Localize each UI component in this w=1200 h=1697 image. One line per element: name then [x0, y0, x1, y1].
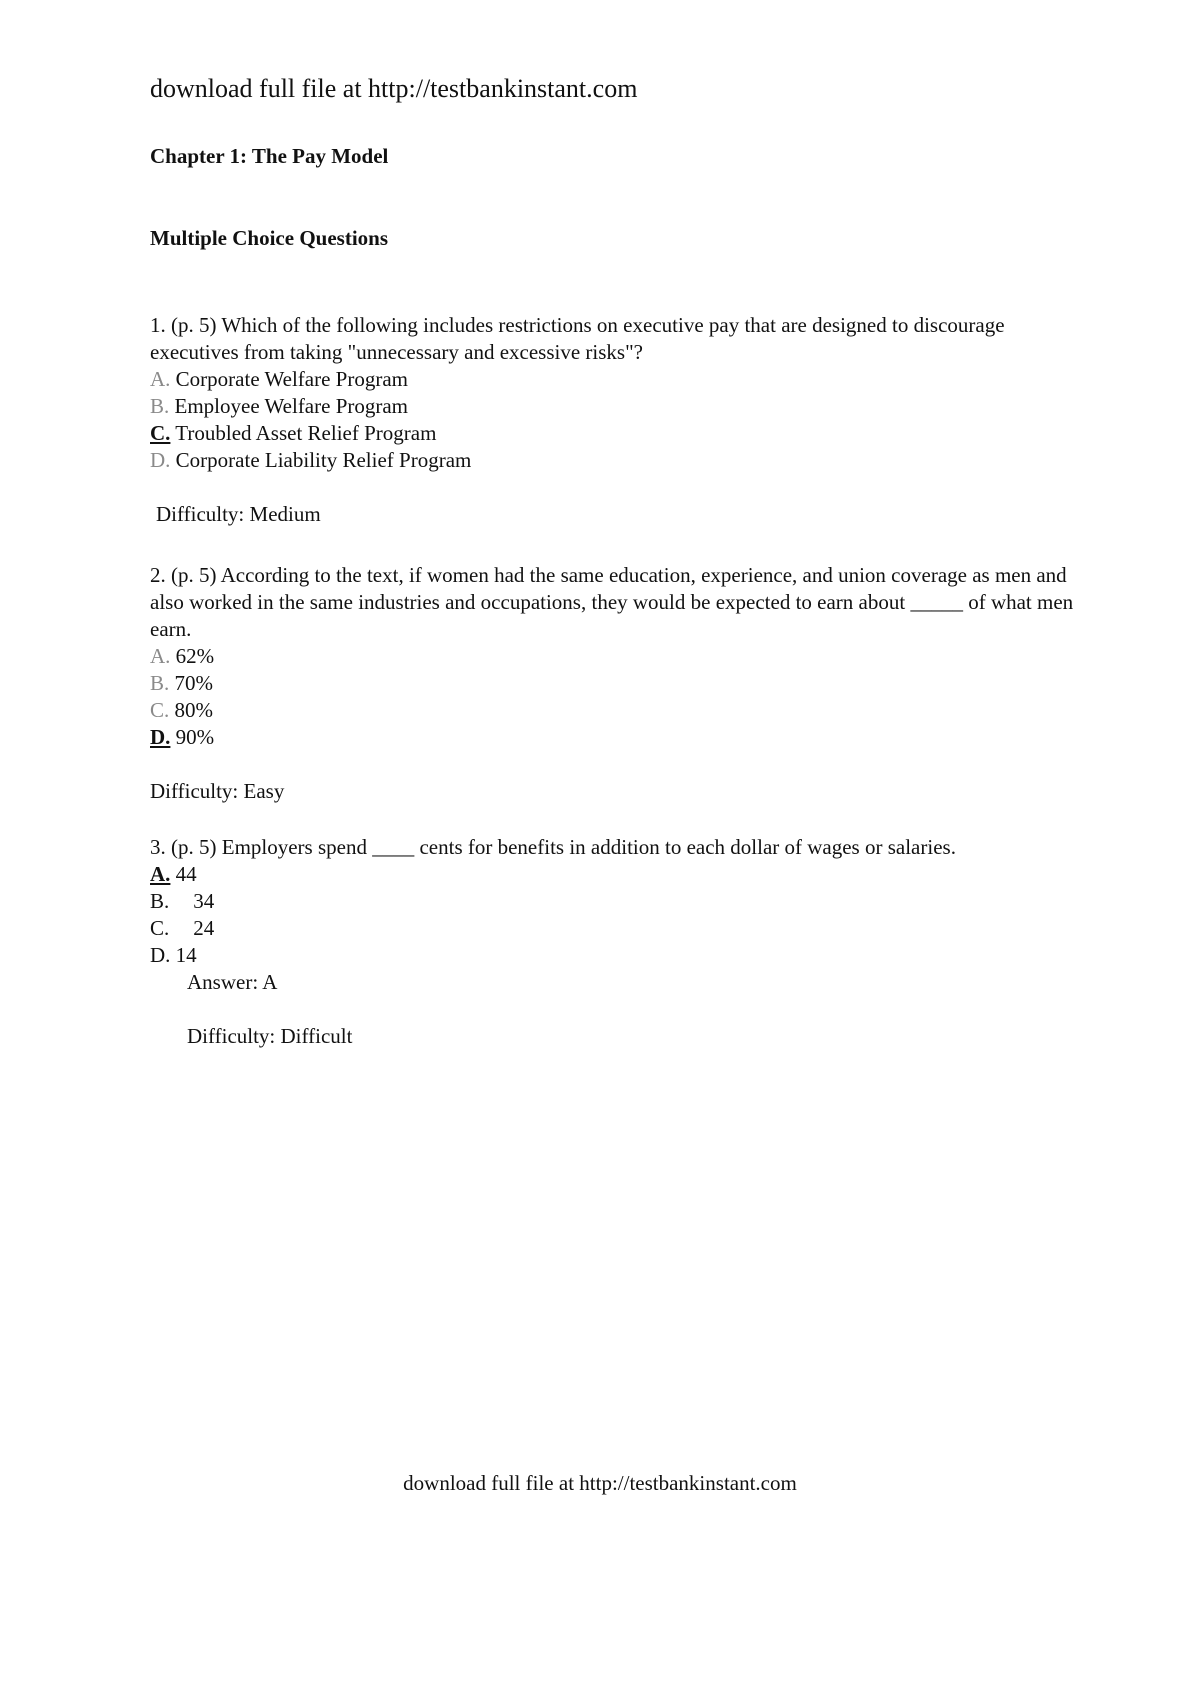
option-c-correct — [150, 420, 1085, 447]
option-letter: B. — [150, 889, 170, 913]
option-letter-correct: D. — [150, 725, 171, 749]
option-text: Corporate Liability Relief Program — [170, 448, 472, 472]
option-letter: A. — [150, 367, 171, 391]
option-d — [150, 942, 1085, 969]
option-letter: D. — [150, 448, 171, 472]
option-text: 70% — [169, 671, 214, 695]
option-b — [150, 393, 1085, 420]
difficulty-label: Difficulty: Medium — [156, 502, 321, 526]
difficulty-label: Difficulty: Difficult — [187, 1024, 353, 1048]
option-text: Employee Welfare Program — [169, 394, 409, 418]
option-letter: C. — [150, 698, 170, 722]
answer-label: Answer: A — [187, 970, 278, 994]
option-text: 24 — [193, 916, 215, 940]
option-text: 90% — [170, 725, 215, 749]
option-text: Troubled Asset Relief Program — [170, 421, 437, 445]
option-b — [150, 888, 1085, 915]
question-1 — [150, 312, 1085, 528]
option-a-correct — [150, 861, 1085, 888]
header-download-text: download full file at http://testbankinstant.com — [150, 74, 638, 103]
question-stem: 1. (p. 5) Which of the following includes restrictions on executive pay that are designed to discourage executives from taking "unnecessary and excessive risks"? — [150, 313, 1005, 364]
option-text: 62% — [170, 644, 215, 668]
option-letter: D. — [150, 943, 171, 967]
chapter-title: Chapter 1: The Pay Model — [150, 144, 389, 168]
option-letter-correct: A. — [150, 862, 171, 886]
option-text: 44 — [170, 862, 197, 886]
option-list — [150, 643, 1085, 751]
option-c — [150, 915, 1085, 942]
option-a — [150, 366, 1085, 393]
option-d-correct — [150, 724, 1085, 751]
option-a — [150, 643, 1085, 670]
option-c — [150, 697, 1085, 724]
section-title: Multiple Choice Questions — [150, 226, 389, 250]
option-text: 14 — [170, 943, 197, 967]
question-stem: 3. (p. 5) Employers spend ____ cents for benefits in addition to each dollar of wages or salaries. — [150, 835, 956, 859]
option-text: 34 — [193, 889, 215, 913]
option-letter: B. — [150, 394, 170, 418]
question-stem: 2. (p. 5) According to the text, if women had the same education, experience, and union coverage as men and also worked in the same industries and occupations, they would be expected to earn about _____ of what men earn. — [150, 563, 1074, 641]
option-b — [150, 670, 1085, 697]
option-letter: C. — [150, 916, 170, 940]
difficulty-label: Difficulty: Easy — [150, 779, 285, 803]
option-list — [150, 366, 1085, 474]
option-d — [150, 447, 1085, 474]
option-list — [150, 861, 1085, 969]
option-letter-correct: C. — [150, 421, 171, 445]
question-3 — [150, 834, 1085, 1050]
option-text: 80% — [169, 698, 214, 722]
footer-download-text: download full file at http://testbankinstant.com — [403, 1471, 797, 1495]
option-text: Corporate Welfare Program — [170, 367, 409, 391]
option-letter: A. — [150, 644, 171, 668]
question-2 — [150, 562, 1085, 805]
option-letter: B. — [150, 671, 170, 695]
